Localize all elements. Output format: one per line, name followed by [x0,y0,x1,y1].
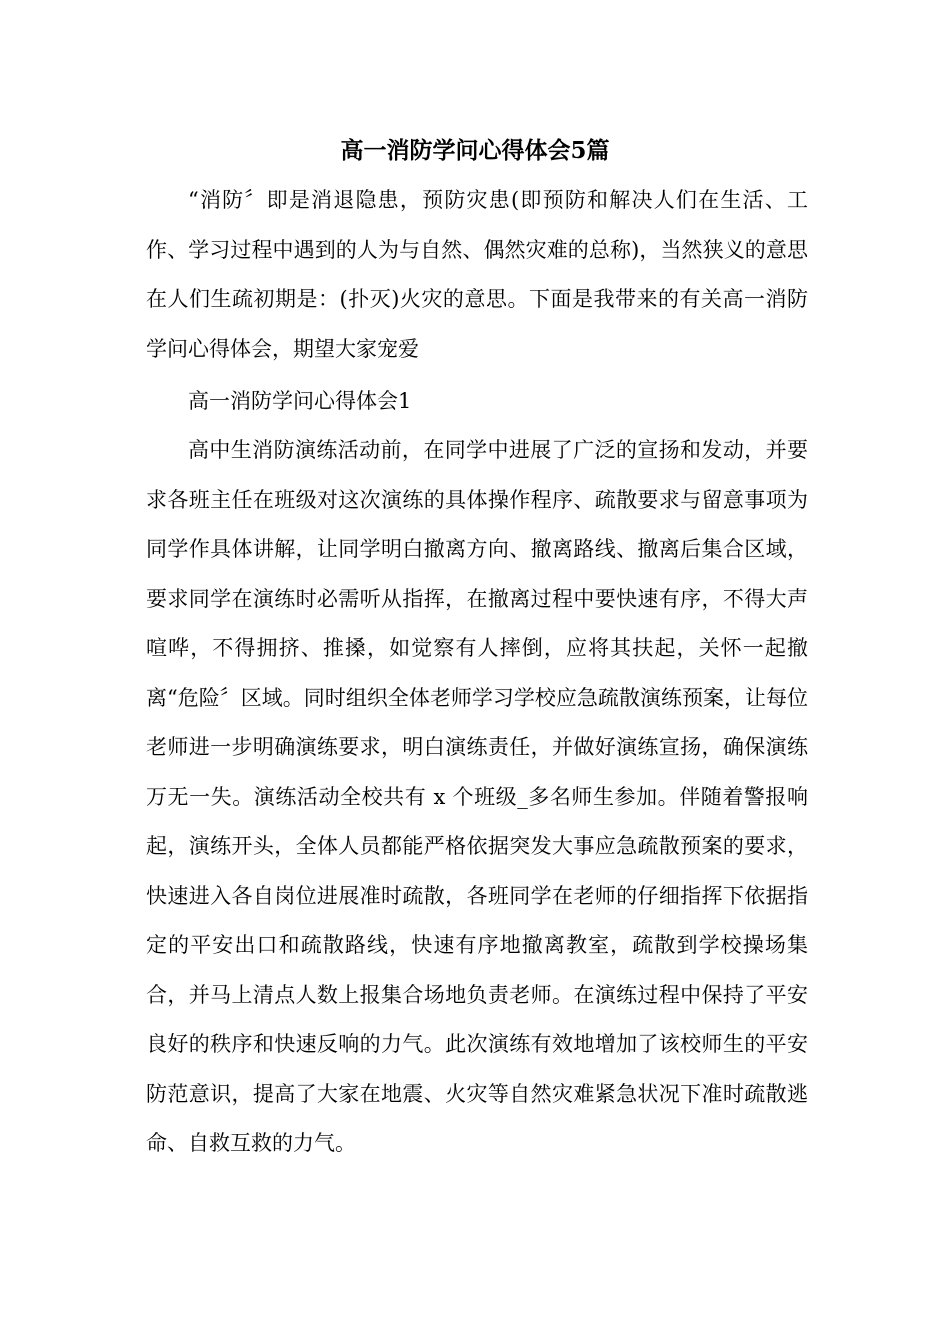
section-heading: 高一消防学问心得体会1 [188,389,412,413]
intro-paragraph: “消防〞即是消退隐患，预防灾患(即预防和解决人们在生活、工作、学习过程中遇到的人为与自然、偶然灾难的总称)，当然狭义的意思在人们生疏初期是：(扑灭)火灾的意思。下面是我带来的有关高一消防学问心得体会，期望大家宠爱 [146,188,808,361]
section-body-paragraph: 高中生消防演练活动前，在同学中进展了广泛的宣扬和发动，并要求各班主任在班级对这次演练的具体操作程序、疏散要求与留意事项为同学作具体讲解，让同学明白撤离方向、撤离路线、撤离后集合区域，要求同学在演练时必需听从指挥，在撤离过程中要快速有序，不得大声喧哗，不得拥挤、推搡，如觉察有人摔倒，应将其扶起，关怀一起撤离“危险〞区域。同时组织全体老师学习学校应急疏散演练预案，让每位老师进一步明确演练要求，明白演练责任，并做好演练宣扬，确保演练万无一失。演练活动全校共有 x 个班级_多名师生参加。伴随着警报响起，演练开头，全体人员都能严格依据突发大事应急疏散预案的要求，快速进入各自岗位进展准时疏散，各班同学在老师的仔细指挥下依据指定的平安出口和疏散路线，快速有序地撤离教室，疏散到学校操场集合，并马上清点人数上报集合场地负责老师。在演练过程中保持了平安良好的秩序和快速反响的力气。此次演练有效地增加了该校师生的平安防范意识，提高了大家在地震、火灾等自然灾难紧急状况下准时疏散逃命、自救互救的力气。 [146,438,808,1155]
document-title: 高一消防学问心得体会5篇 [340,137,610,164]
